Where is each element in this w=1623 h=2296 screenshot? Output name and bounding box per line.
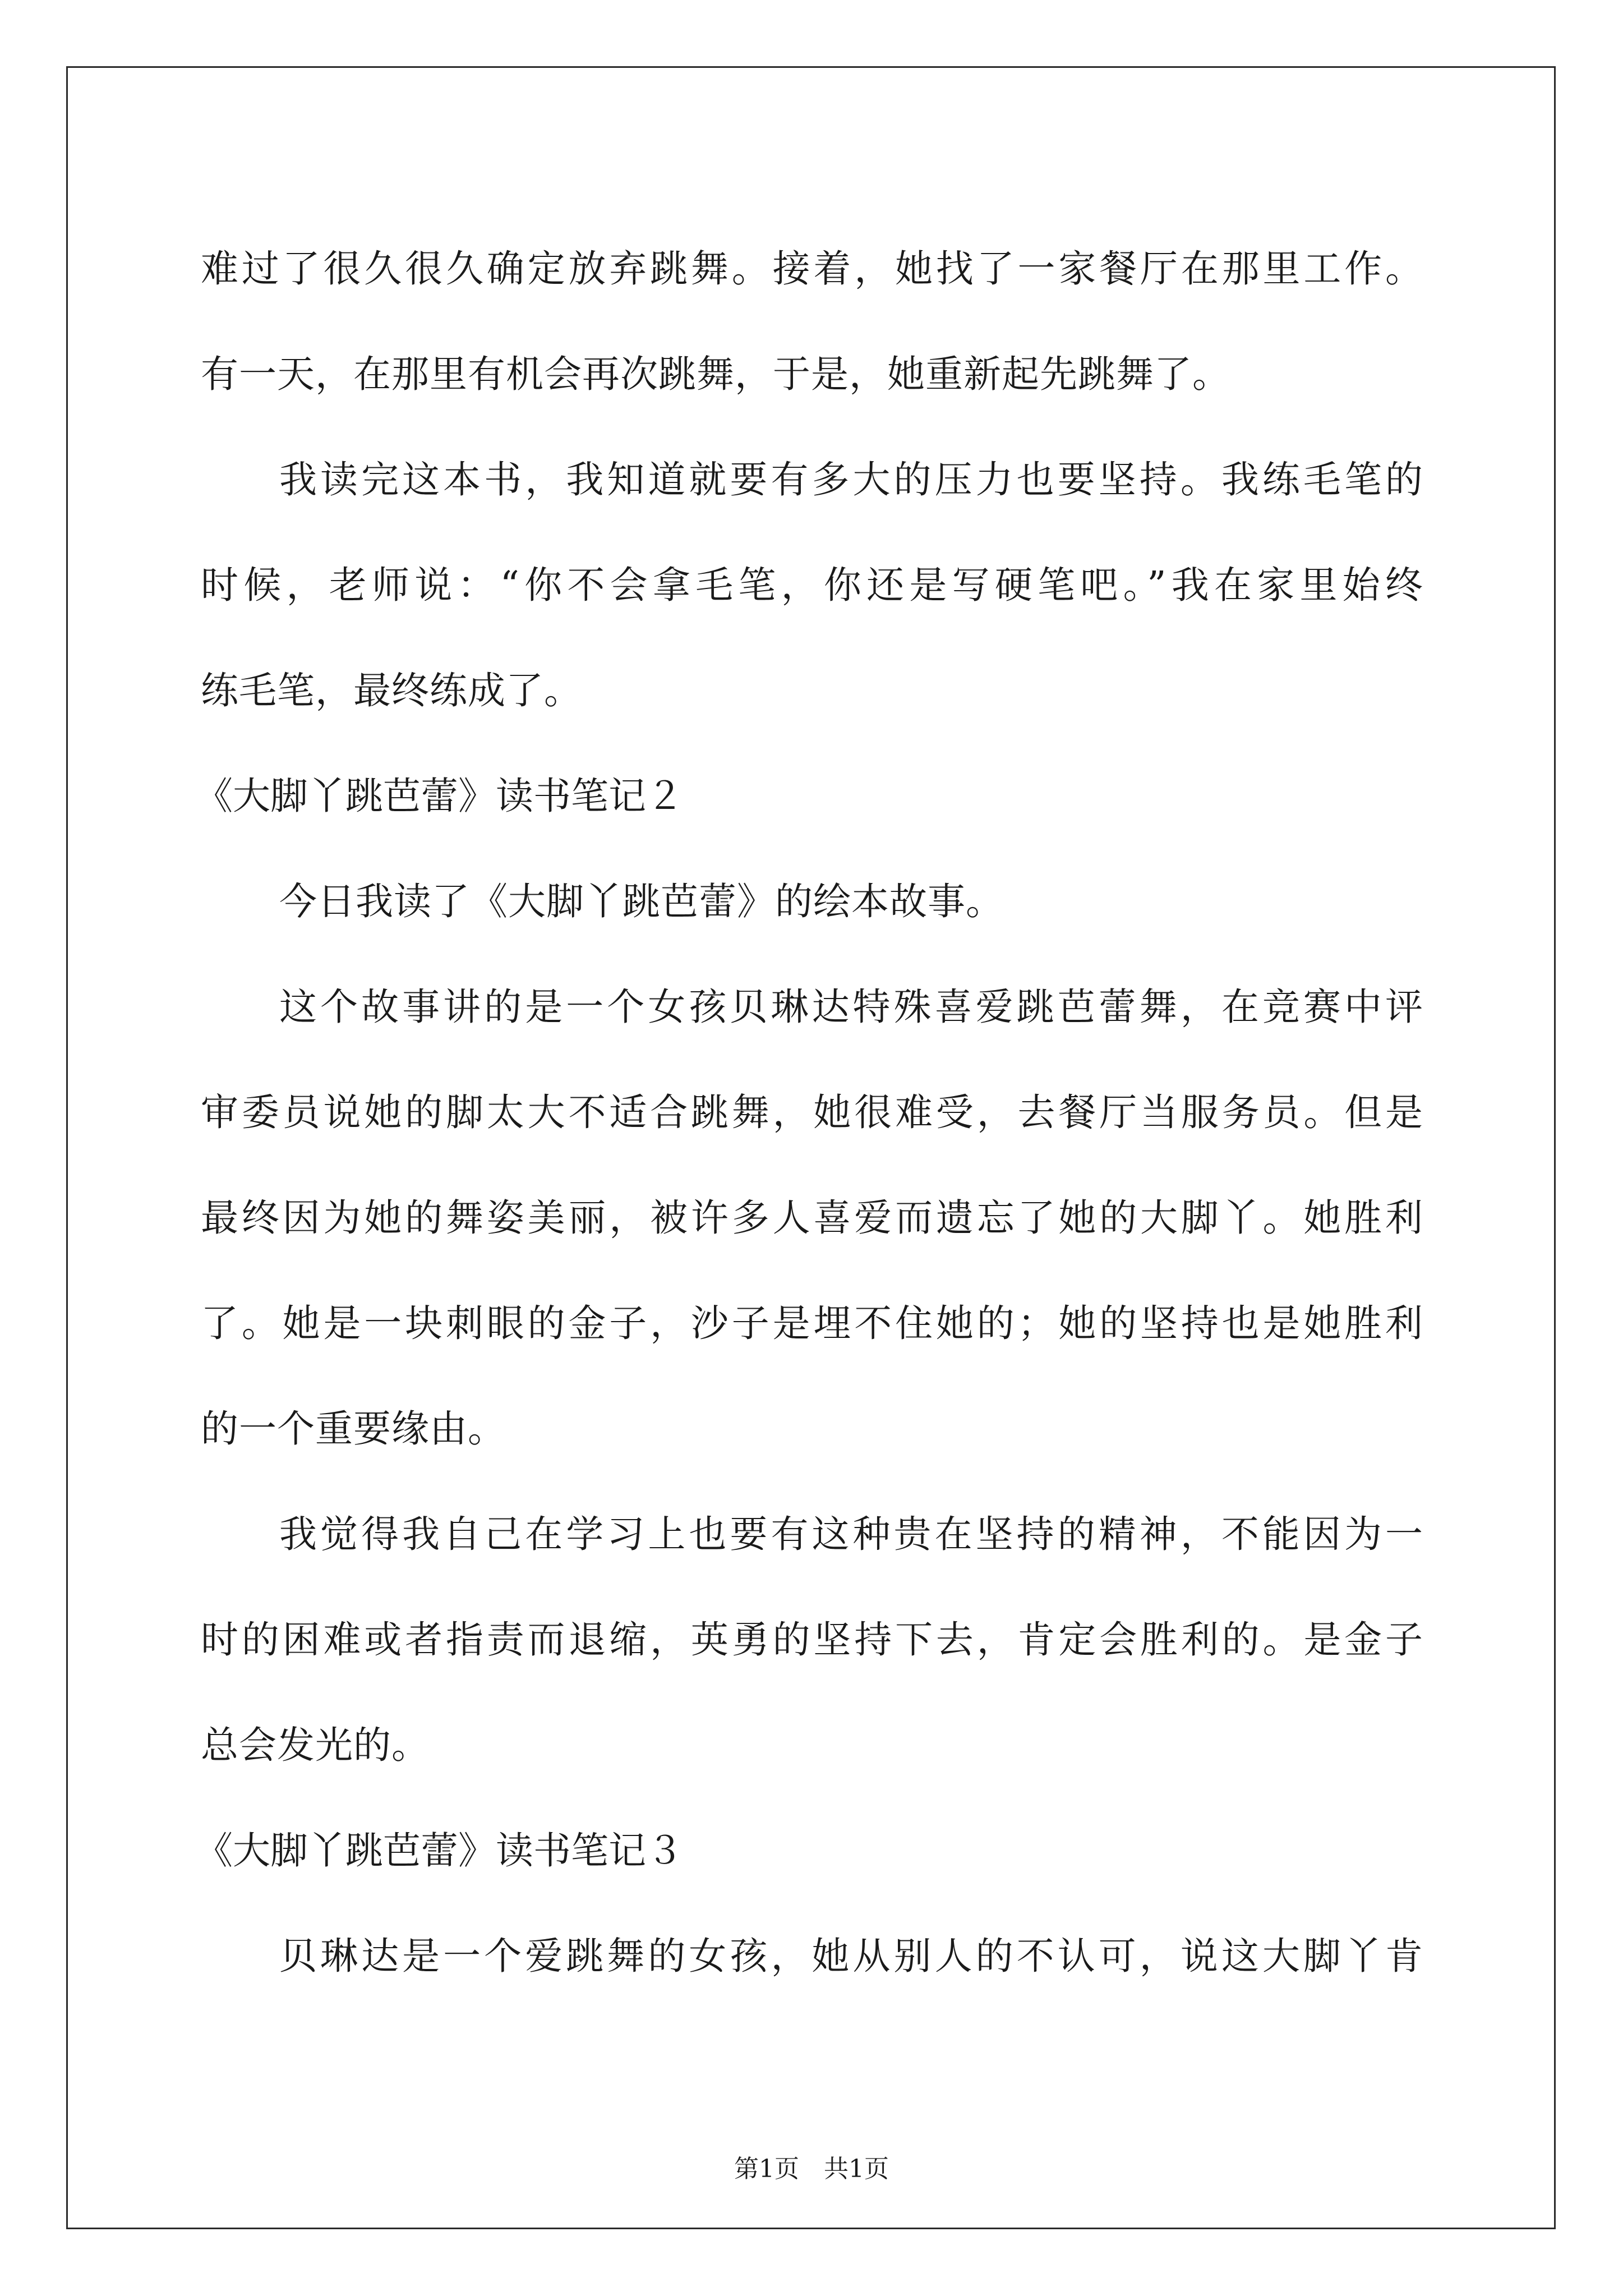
text-line: 难过了很久很久确定放弃跳舞。接着，她找了一家餐厅在那里工作。 bbox=[201, 247, 1423, 291]
text-line: 时候，老师说：“你不会拿毛笔，你还是写硬笔吧。”我在家里始终 bbox=[201, 563, 1423, 607]
text-line: 总会发光的。 bbox=[201, 1723, 430, 1767]
page-number-footer: 第1页 共1页 bbox=[734, 2155, 889, 2183]
text-line: 最终因为她的舞姿美丽，被许多人喜爱而遗忘了她的大脚丫。她胜利 bbox=[201, 1196, 1423, 1240]
text-line: 的一个重要缘由。 bbox=[201, 1407, 506, 1451]
text-line: 了。她是一块刺眼的金子，沙子是埋不住她的；她的坚持也是她胜利 bbox=[201, 1301, 1423, 1345]
text-line: 今日我读了《大脚丫跳芭蕾》的绘本故事。 bbox=[279, 880, 1004, 923]
document-body bbox=[195, 216, 1423, 2009]
text-line: 我读完这本书，我知道就要有多大的压力也要坚持。我练毛笔的 bbox=[279, 458, 1423, 501]
text-line: 这个故事讲的是一个女孩贝琳达特殊喜爱跳芭蕾舞，在竞赛中评 bbox=[279, 985, 1423, 1029]
text-line: 贝琳达是一个爱跳舞的女孩，她从别人的不认可，说这大脚丫肯 bbox=[279, 1934, 1423, 1978]
text-line: 审委员说她的脚太大不适合跳舞，她很难受，去餐厅当服务员。但是 bbox=[201, 1091, 1423, 1134]
section-heading: 《大脚丫跳芭蕾》读书笔记２ bbox=[195, 774, 684, 818]
section-heading: 《大脚丫跳芭蕾》读书笔记３ bbox=[195, 1829, 684, 1872]
text-line: 练毛笔，最终练成了。 bbox=[201, 669, 582, 712]
text-line: 我觉得我自己在学习上也要有这种贵在坚持的精神，不能因为一 bbox=[279, 1512, 1423, 1556]
text-line: 时的困难或者指责而退缩，英勇的坚持下去，肯定会胜利的。是金子 bbox=[201, 1618, 1423, 1662]
text-line: 有一天，在那里有机会再次跳舞，于是，她重新起先跳舞了。 bbox=[201, 352, 1230, 396]
